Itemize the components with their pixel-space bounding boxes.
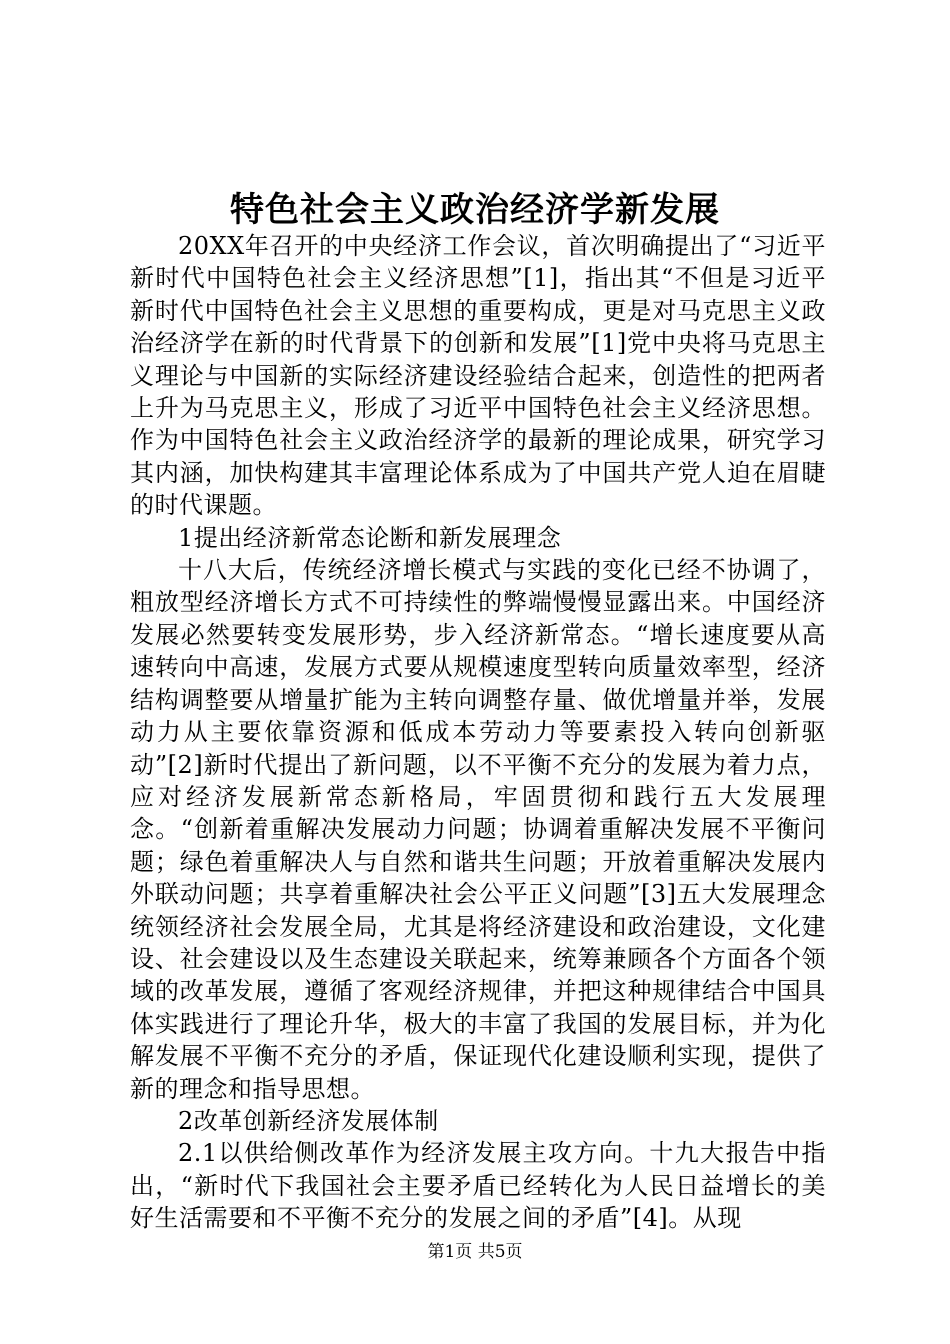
paragraph-section-2-1: 2.1以供给侧改革作为经济发展主攻方向。十九大报告中指出，“新时代下我国社会主要矛盾已经转化为人民日益增长的美好生活需要和不平衡不充分的发展之间的矛盾”[4]。从现 xyxy=(130,1139,826,1233)
section-heading-2: 2改革创新经济发展体制 xyxy=(178,1106,439,1135)
section-heading-1: 1提出经济新常态论断和新发展理念 xyxy=(178,523,562,552)
document-body xyxy=(130,230,826,1235)
document-title: 特色社会主义政治经济学新发展 xyxy=(230,190,720,230)
paragraph-intro: 20XX年召开的中央经济工作会议，首次明确提出了“习近平新时代中国特色社会主义经济思想”[1]，指出其“不但是习近平新时代中国特色社会主义思想的重要构成，更是对马克思主义政治经济学在新的时代背景下的创新和发展”[1]党中央将马克思主义理论与中国新的实际经济建设经验结合起来，创造性的把两者上升为马克思主义，形成了习近平中国特色社会主义经济思想。作为中国特色社会主义政治经济学的最新的理论成果，研究学习其内涵，加快构建其丰富理论体系成为了中国共产党人迫在眉睫的时代课题。 xyxy=(130,232,826,520)
paragraph-section-1: 十八大后，传统经济增长模式与实践的变化已经不协调了，粗放型经济增长方式不可持续性的弊端慢慢显露出来。中国经济发展必然要转变发展形势，步入经济新常态。“增长速度要从高速转向中高速，发展方式要从规模速度型转向质量效率型，经济结构调整要从增量扩能为主转向调整存量、做优增量并举，发展动力从主要依靠资源和低成本劳动力等要素投入转向创新驱动”[2]新时代提出了新问题，以不平衡不充分的发展为着力点，应对经济发展新常态新格局，牢固贯彻和践行五大发展理念。“创新着重解决发展动力问题；协调着重解决发展不平衡问题；绿色着重解决人与自然和谐共生问题；开放着重解决发展内外联动问题；共享着重解决社会公平正义问题”[3]五大发展理念统领经济社会发展全局，尤其是将经济建设和政治建设，文化建设、社会建设以及生态建设关联起来，统筹兼顾各个方面各个领域的改革发展，遵循了客观经济规律，并把这种规律结合中国具体实践进行了理论升华，极大的丰富了我国的发展目标，并为化解发展不平衡不充分的矛盾，保证现代化建设顺利实现，提供了新的理念和指导思想。 xyxy=(130,556,826,1103)
page-footer: 第1页 共5页 xyxy=(427,1242,523,1262)
